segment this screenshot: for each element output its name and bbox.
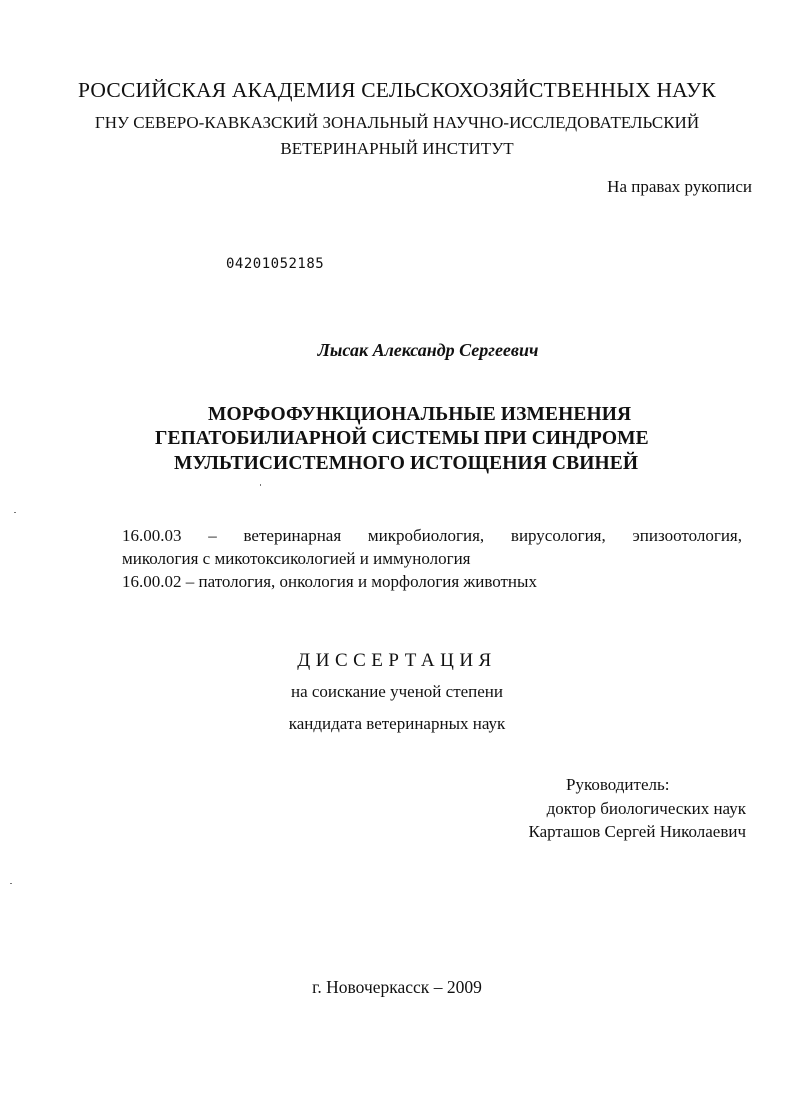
specialty-2: 16.00.02 – патология, онкология и морфология животных: [122, 572, 537, 591]
registration-code: 04201052185: [226, 256, 325, 272]
dissertation-title-line3: МУЛЬТИСИСТЕМНОГО ИСТОЩЕНИЯ СВИНЕЙ: [174, 453, 639, 474]
manuscript-rights-note: На правах рукописи: [607, 177, 752, 196]
author-name: Лысак Александр Сергеевич: [317, 340, 539, 360]
degree-line1: на соискание ученой степени: [290, 682, 504, 701]
institute-name-line1: ГНУ СЕВЕРО-КАВКАЗСКИЙ ЗОНАЛЬНЫЙ НАУЧНО-ИССЛЕДОВАТЕЛЬСКИЙ: [94, 113, 700, 132]
dissertation-title-line2: ГЕПАТОБИЛИАРНОЙ СИСТЕМЫ ПРИ СИНДРОМЕ: [155, 428, 649, 449]
scan-speck: [10, 883, 12, 884]
scan-speck: [260, 484, 261, 486]
supervisor-name: Карташов Сергей Николаевич: [528, 822, 746, 841]
academy-name: РОССИЙСКАЯ АКАДЕМИЯ СЕЛЬСКОХОЗЯЙСТВЕННЫХ НАУК: [78, 78, 716, 102]
supervisor-label: Руководитель:: [566, 775, 670, 794]
scan-speck: [14, 512, 16, 513]
dissertation-title-line1: МОРФОФУНКЦИОНАЛЬНЫЕ ИЗМЕНЕНИЯ: [208, 404, 632, 425]
city-year: г. Новочеркасск – 2009: [312, 977, 482, 997]
specialty-1-line1: 16.00.03 – ветеринарная микробиология, вирусология, эпизоотология,: [122, 526, 742, 545]
specialty-1-line2: микология с микотоксикологией и иммунология: [122, 549, 471, 568]
supervisor-title: доктор биологических наук: [546, 799, 746, 818]
institute-name-line2: ВЕТЕРИНАРНЫЙ ИНСТИТУТ: [280, 139, 514, 158]
document-type-label: ДИССЕРТАЦИЯ: [297, 650, 497, 671]
degree-line2: кандидата ветеринарных наук: [288, 714, 506, 733]
